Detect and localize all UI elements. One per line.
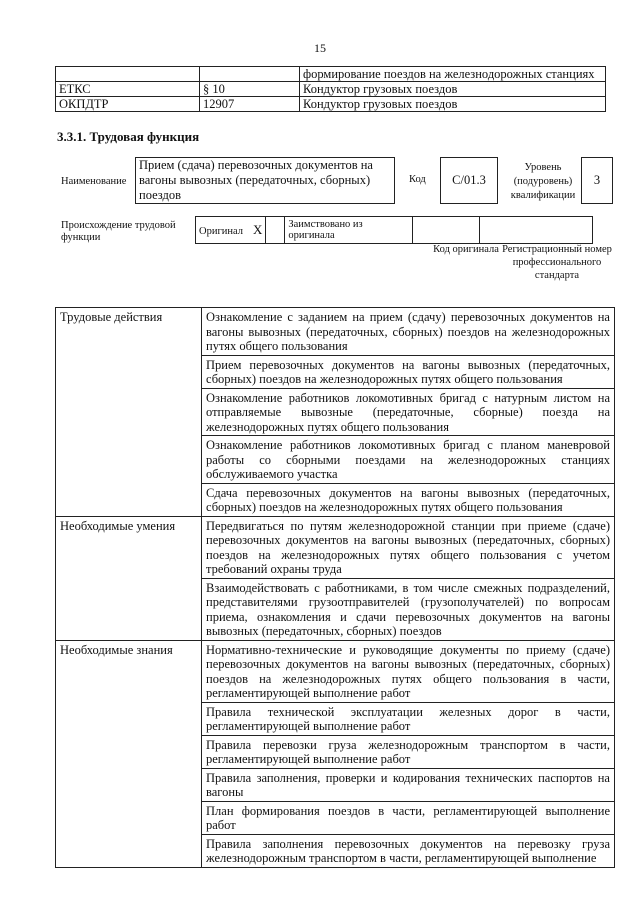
original-label: Оригинал X [196, 217, 266, 244]
name-label: Наименование [61, 176, 127, 187]
classifier-title: Кондуктор грузовых поездов [300, 97, 606, 112]
qualification-level-value: 3 [593, 173, 601, 187]
classifier-table [55, 66, 606, 112]
code-box [440, 157, 498, 204]
section-title: 3.3.1. Трудовая функция [57, 129, 200, 144]
classifier-row [56, 82, 606, 97]
detail-item: Нормативно-технические и руководящие документы по приему (сдаче) перевозочных документов на вагоны вывозных (передаточных, сборных) поездов на железнодорожных путях общего пользования в части, регламентирующей выполнение работ [202, 640, 615, 702]
borrowed-label: Заимствовано из оригинала [285, 217, 413, 244]
classifier-code [56, 67, 200, 82]
classifier-title: Кондуктор грузовых поездов [300, 82, 606, 97]
code-original-label: Код оригинала [433, 244, 499, 255]
detail-item: Взаимодействовать с работниками, в том числе смежных подразделений, представителями грузоотправителей (грузополучателей) по вопросам приема, ознакомления и сдачи перевозочных документов на вагоны вывозных (передаточных, сборных) поездов [202, 578, 615, 640]
detail-item: План формирования поездов в части, регламентирующей выполнение работ [202, 801, 615, 834]
section-label: Необходимые умения [56, 516, 202, 640]
classifier-num [200, 67, 300, 82]
section-label: Трудовые действия [56, 308, 202, 517]
function-name-box [135, 157, 395, 204]
classifier-row [56, 67, 606, 82]
detail-row [56, 516, 615, 578]
classifier-title: формирование поездов на железнодорожных станциях [300, 67, 606, 82]
qualification-level-label: Уровень (подуровень) квалификации [510, 162, 576, 201]
detail-item: Ознакомление работников локомотивных бригад с планом маневровой работы со сборными поездами на железнодорожных станциях обслуживаемого участка [202, 436, 615, 484]
reg-number-cell [480, 217, 593, 244]
reg-number-label: Регистрационный номер профессионального стандарта [502, 244, 612, 281]
classifier-code: ОКПДТР [56, 97, 200, 112]
detail-row [56, 640, 615, 702]
detail-item: Правила перевозки груза железнодорожным транспортом в части, регламентирующей выполнение работ [202, 735, 615, 768]
original-mark: X [253, 222, 263, 237]
original-spacer [266, 217, 285, 244]
detail-row [56, 308, 615, 356]
detail-item: Правила заполнения перевозочных документов на перевозку груза железнодорожным транспортом в части, регламентирующей выполнение [202, 834, 615, 867]
classifier-row [56, 97, 606, 112]
qualification-level-box [581, 157, 613, 204]
detail-item: Правила заполнения, проверки и кодирования технических паспортов на вагоны [202, 768, 615, 801]
code-label: Код [409, 174, 426, 185]
code-original-cell [413, 217, 480, 244]
detail-item: Прием перевозочных документов на вагоны вывозных (передаточных, сборных) поездов на железнодорожных путях общего пользования [202, 355, 615, 388]
page-number: 15 [314, 41, 326, 55]
classifier-code: ЕТКС [56, 82, 200, 97]
section-label: Необходимые знания [56, 640, 202, 867]
origin-label: Происхождение трудовой функции [61, 220, 176, 243]
detail-item: Правила технической эксплуатации железных дорог в части, регламентирующей выполнение работ [202, 702, 615, 735]
detail-item: Ознакомление с заданием на прием (сдачу) перевозочных документов на вагоны вывозных (передаточных, сборных) поездов на железнодорожных путях общего пользования [202, 308, 615, 356]
detail-item: Передвигаться по путям железнодорожной станции при приеме (сдаче) перевозочных документов на вагоны вывозных (передаточных, сборных) поездов на железнодорожных путях общего пользования с учетом требований охраны труда [202, 516, 615, 578]
detail-item: Сдача перевозочных документов на вагоны вывозных (передаточных, сборных) поездов на железнодорожных путях общего пользования [202, 483, 615, 516]
classifier-num: 12907 [200, 97, 300, 112]
detail-item: Ознакомление работников локомотивных бригад с натурным листом на отправляемые вывозные (передаточные, сборные) поезда на железнодорожных путях общего пользования [202, 388, 615, 436]
classifier-num: § 10 [200, 82, 300, 97]
origin-table [195, 216, 593, 244]
code-value: С/01.3 [452, 173, 486, 187]
function-details-table [55, 307, 615, 868]
function-name-value: Прием (сдача) перевозочных документов на вагоны вывозных (передаточных, сборных) поездов [139, 158, 373, 202]
